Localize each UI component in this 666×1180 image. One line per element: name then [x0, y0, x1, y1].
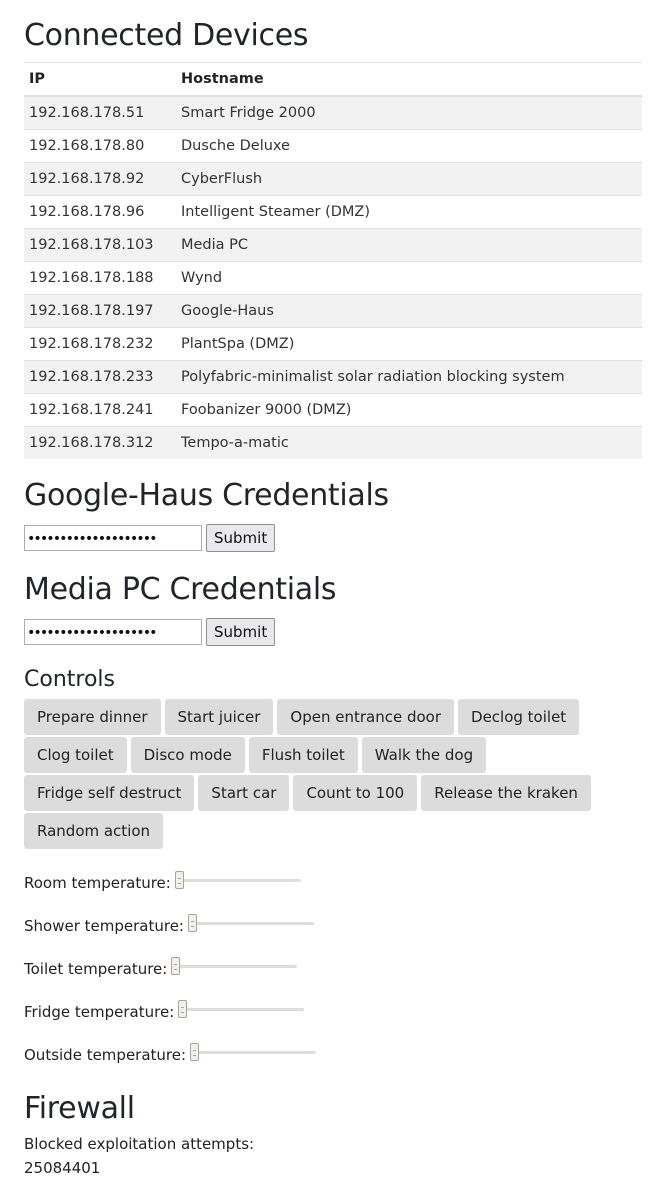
media-pc-credentials [24, 553, 642, 647]
table-row [24, 229, 642, 262]
device-ip: 192.168.178.96 [24, 196, 176, 229]
toilet-temperature-slider[interactable] [171, 957, 297, 975]
room-temperature-label: Room temperature: [24, 873, 171, 892]
device-ip: 192.168.178.197 [24, 295, 176, 328]
device-hostname: CyberFlush [176, 163, 642, 196]
temperature-sliders [24, 861, 642, 1076]
random-action-button[interactable]: Random action [24, 813, 163, 849]
media-pc-credentials-form [24, 617, 642, 647]
slider-track [178, 1008, 304, 1011]
slider-track [190, 1051, 316, 1054]
flush-toilet-button[interactable]: Flush toilet [249, 737, 358, 773]
google-haus-credentials-title: Google-Haus Credentials [24, 478, 389, 513]
device-hostname: Media PC [176, 229, 642, 262]
device-ip: 192.168.178.51 [24, 96, 176, 130]
table-row [24, 96, 642, 130]
outside-temperature-label: Outside temperature: [24, 1045, 187, 1064]
toilet-temperature-label: Toilet temperature: [24, 959, 168, 978]
table-row [24, 163, 642, 196]
shower-temperature-label: Shower temperature: [24, 916, 184, 935]
open-entrance-door-button[interactable]: Open entrance door [277, 699, 454, 735]
declog-toilet-button[interactable]: Declog toilet [458, 699, 579, 735]
outside-temperature-row [24, 1033, 642, 1076]
device-hostname: Wynd [176, 262, 642, 295]
device-hostname: Foobanizer 9000 (DMZ) [176, 394, 642, 427]
table-row [24, 262, 642, 295]
device-hostname: Smart Fridge 2000 [176, 96, 642, 130]
shower-temperature-slider[interactable] [188, 914, 314, 932]
slider-thumb[interactable] [175, 871, 184, 889]
device-hostname: Dusche Deluxe [176, 130, 642, 163]
slider-track [175, 879, 301, 882]
table-row [24, 196, 642, 229]
device-hostname: Google-Haus [176, 295, 642, 328]
devices-table [24, 62, 642, 459]
device-ip: 192.168.178.80 [24, 130, 176, 163]
slider-thumb[interactable] [188, 914, 197, 932]
start-juicer-button[interactable]: Start juicer [165, 699, 274, 735]
device-hostname: PlantSpa (DMZ) [176, 328, 642, 361]
media-pc-password-input[interactable]: •••••••••••••••••••• [24, 619, 202, 645]
device-ip: 192.168.178.241 [24, 394, 176, 427]
slider-track [171, 965, 297, 968]
outside-temperature-slider[interactable] [190, 1043, 316, 1061]
device-hostname: Tempo-a-matic [176, 427, 642, 460]
device-ip: 192.168.178.232 [24, 328, 176, 361]
walk-the-dog-button[interactable]: Walk the dog [362, 737, 486, 773]
table-header-row [24, 63, 642, 97]
fridge-self-destruct-button[interactable]: Fridge self destruct [24, 775, 194, 811]
google-haus-credentials [24, 459, 642, 553]
table-row [24, 130, 642, 163]
device-ip: 192.168.178.103 [24, 229, 176, 262]
release-the-kraken-button[interactable]: Release the kraken [421, 775, 591, 811]
table-row [24, 361, 642, 394]
device-hostname: Intelligent Steamer (DMZ) [176, 196, 642, 229]
controls-button-group [24, 699, 644, 851]
start-car-button[interactable]: Start car [198, 775, 289, 811]
media-pc-credentials-title: Media PC Credentials [24, 572, 337, 607]
controls-title: Controls [24, 667, 115, 692]
google-haus-submit-button[interactable]: Submit [206, 524, 275, 552]
column-header-ip: IP [24, 63, 176, 97]
shower-temperature-row [24, 904, 642, 947]
disco-mode-button[interactable]: Disco mode [131, 737, 245, 773]
slider-track [188, 922, 314, 925]
device-ip: 192.168.178.233 [24, 361, 176, 394]
table-row [24, 394, 642, 427]
slider-thumb[interactable] [171, 957, 180, 975]
media-pc-submit-button[interactable]: Submit [206, 618, 275, 646]
column-header-hostname: Hostname [176, 63, 642, 97]
prepare-dinner-button[interactable]: Prepare dinner [24, 699, 161, 735]
devices-title: Connected Devices [24, 18, 309, 53]
room-temperature-slider[interactable] [175, 871, 301, 889]
blocked-attempts-label: Blocked exploitation attempts: [24, 1135, 255, 1153]
blocked-attempts-count: 25084401 [24, 1159, 101, 1177]
count-to-100-button[interactable]: Count to 100 [293, 775, 417, 811]
table-row [24, 328, 642, 361]
table-row [24, 427, 642, 460]
device-hostname: Polyfabric-minimalist solar radiation blocking system [176, 361, 642, 394]
device-ip: 192.168.178.188 [24, 262, 176, 295]
room-temperature-row [24, 861, 642, 904]
google-haus-password-input[interactable]: •••••••••••••••••••• [24, 525, 202, 551]
table-row [24, 295, 642, 328]
device-ip: 192.168.178.312 [24, 427, 176, 460]
google-haus-credentials-form [24, 523, 642, 553]
slider-thumb[interactable] [190, 1043, 199, 1061]
slider-thumb[interactable] [178, 1000, 187, 1018]
firewall-title: Firewall [24, 1091, 135, 1126]
toilet-temperature-row [24, 947, 642, 990]
fridge-temperature-label: Fridge temperature: [24, 1002, 175, 1021]
fridge-temperature-row [24, 990, 642, 1033]
fridge-temperature-slider[interactable] [178, 1000, 304, 1018]
clog-toilet-button[interactable]: Clog toilet [24, 737, 127, 773]
device-ip: 192.168.178.92 [24, 163, 176, 196]
